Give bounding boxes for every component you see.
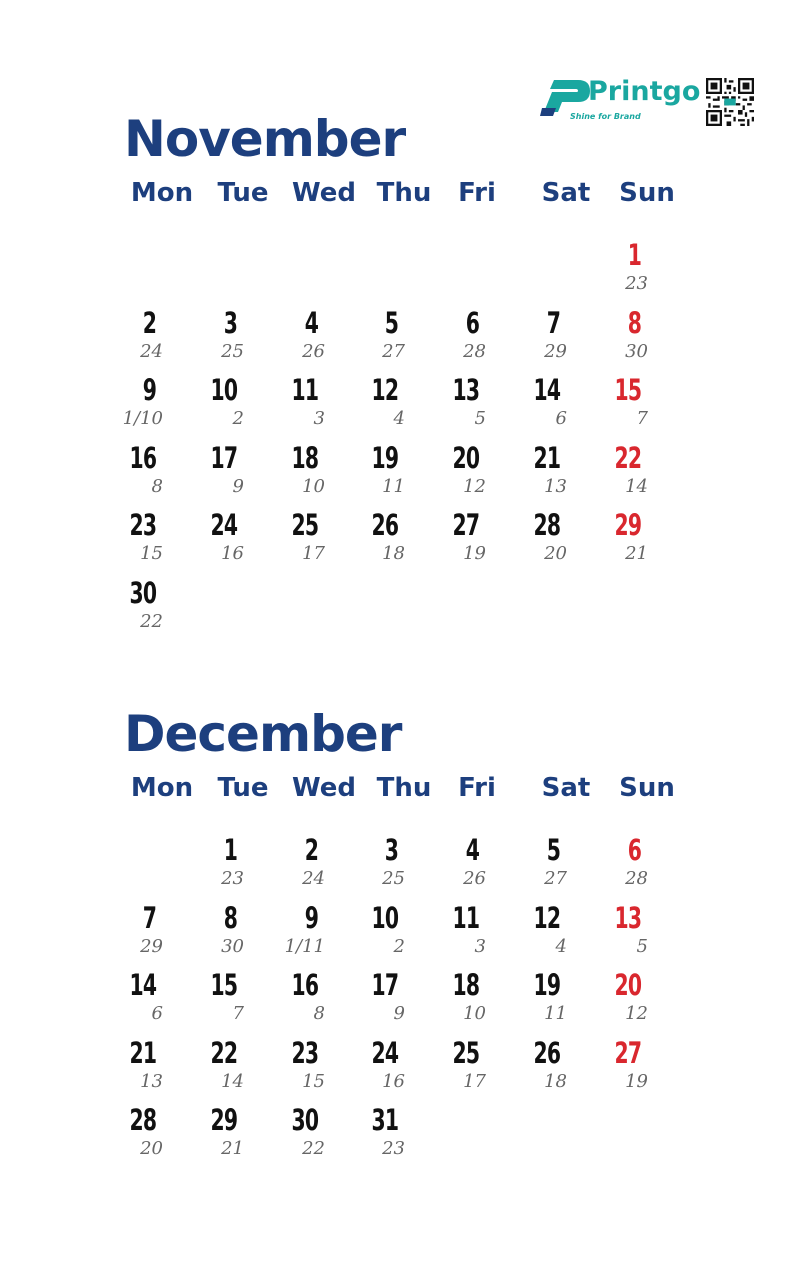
brand-tagline: Shine for Brand — [570, 112, 641, 121]
date-number: 14 — [533, 373, 560, 407]
lunar-date: 28 — [625, 868, 648, 889]
date-number: 6 — [465, 305, 479, 340]
lunar-date: 3 — [474, 935, 486, 957]
date-number: 4 — [465, 833, 479, 867]
day-cell — [203, 901, 283, 967]
sunday-date-number: 20 — [614, 968, 641, 1002]
lunar-date: 1/11 — [284, 935, 325, 957]
date-number: 28 — [533, 508, 560, 542]
lunar-date: 4 — [393, 408, 405, 429]
lunar-date: 19 — [463, 543, 486, 564]
date-number: 19 — [371, 440, 398, 475]
date-number: 25 — [452, 1035, 479, 1070]
day-cell — [607, 968, 687, 1034]
day-cell — [122, 968, 202, 1034]
day-cell — [284, 833, 364, 899]
date-number: 10 — [210, 373, 237, 407]
month-november — [0, 110, 800, 630]
lunar-date: 12 — [625, 1003, 648, 1024]
lunar-date: 30 — [625, 340, 648, 362]
date-number: 19 — [533, 968, 560, 1002]
date-number: 10 — [371, 900, 398, 935]
date-number: 3 — [223, 305, 237, 340]
lunar-date: 20 — [140, 1138, 163, 1159]
lunar-date: 13 — [140, 1070, 163, 1092]
weekday-header: Mon — [130, 773, 194, 803]
lunar-date: 17 — [302, 543, 325, 564]
lunar-date: 27 — [382, 340, 405, 362]
lunar-date: 26 — [302, 340, 325, 362]
day-cell — [122, 306, 202, 372]
date-number: 17 — [210, 440, 237, 475]
date-number: 1 — [223, 833, 237, 867]
lunar-date: 14 — [221, 1070, 244, 1092]
day-cell — [526, 441, 606, 507]
day-cell — [203, 508, 283, 574]
date-number: 23 — [291, 1035, 318, 1070]
lunar-date: 1/10 — [122, 408, 163, 429]
lunar-date: 10 — [302, 475, 325, 497]
day-cell — [445, 508, 525, 574]
lunar-date: 30 — [221, 935, 244, 957]
date-number: 7 — [546, 305, 560, 340]
lunar-date: 11 — [382, 475, 405, 497]
day-cell — [526, 306, 606, 372]
date-number: 2 — [304, 833, 318, 867]
day-cell — [203, 441, 283, 507]
lunar-date: 7 — [636, 408, 648, 429]
date-number: 25 — [291, 508, 318, 542]
day-cell — [364, 833, 444, 899]
lunar-date: 9 — [393, 1003, 405, 1024]
day-cell — [122, 576, 202, 642]
lunar-date: 15 — [302, 1070, 325, 1092]
weekday-header: Tue — [217, 178, 269, 208]
date-number: 30 — [291, 1103, 318, 1137]
date-number: 30 — [129, 575, 156, 610]
lunar-date: 22 — [140, 610, 163, 632]
date-number: 26 — [533, 1035, 560, 1070]
sunday-date-number: 22 — [614, 440, 641, 475]
day-cell — [607, 1036, 687, 1102]
date-number: 9 — [304, 900, 318, 935]
day-cell — [526, 1036, 606, 1102]
day-cell — [445, 968, 525, 1034]
day-cell — [284, 1036, 364, 1102]
date-number: 12 — [533, 900, 560, 935]
day-cell — [122, 508, 202, 574]
day-cell — [284, 968, 364, 1034]
weekday-header: Fri — [458, 773, 496, 803]
date-number: 2 — [142, 305, 156, 340]
day-cell — [284, 373, 364, 439]
sunday-date-number: 27 — [614, 1035, 641, 1070]
lunar-date: 8 — [313, 1003, 325, 1024]
month-title: December — [124, 705, 402, 763]
date-number: 5 — [546, 833, 560, 867]
day-cell — [122, 1036, 202, 1102]
lunar-date: 16 — [221, 543, 244, 564]
date-number: 24 — [210, 508, 237, 542]
lunar-date: 24 — [302, 868, 325, 889]
date-number: 26 — [371, 508, 398, 542]
lunar-date: 10 — [463, 1003, 486, 1024]
date-number: 28 — [129, 1103, 156, 1137]
day-cell — [526, 373, 606, 439]
lunar-date: 21 — [221, 1138, 244, 1159]
lunar-date: 27 — [544, 868, 567, 889]
weekday-header: Mon — [130, 178, 194, 208]
day-cell — [122, 1103, 202, 1169]
lunar-date: 12 — [463, 475, 486, 497]
day-cell — [526, 508, 606, 574]
date-number: 7 — [142, 900, 156, 935]
weekday-header: Sat — [541, 178, 591, 208]
day-cell — [607, 508, 687, 574]
lunar-date: 17 — [463, 1070, 486, 1092]
date-number: 18 — [452, 968, 479, 1002]
lunar-date: 20 — [544, 543, 567, 564]
date-number: 18 — [291, 440, 318, 475]
lunar-date: 3 — [313, 408, 325, 429]
lunar-date: 26 — [463, 868, 486, 889]
lunar-date: 6 — [555, 408, 567, 429]
weekday-header: Wed — [292, 178, 356, 208]
day-cell — [364, 441, 444, 507]
day-cell — [364, 1036, 444, 1102]
weekday-header: Thu — [376, 178, 432, 208]
day-cell — [122, 373, 202, 439]
day-cell — [445, 441, 525, 507]
lunar-date: 4 — [555, 935, 567, 957]
lunar-date: 22 — [302, 1138, 325, 1159]
lunar-date: 18 — [544, 1070, 567, 1092]
weekday-header: Wed — [292, 773, 356, 803]
lunar-date: 8 — [151, 475, 163, 497]
date-number: 17 — [371, 968, 398, 1002]
date-number: 23 — [129, 508, 156, 542]
day-cell — [284, 306, 364, 372]
date-number: 8 — [223, 900, 237, 935]
lunar-date: 21 — [625, 543, 648, 564]
date-number: 12 — [371, 373, 398, 407]
day-cell — [122, 441, 202, 507]
day-cell — [607, 901, 687, 967]
date-number: 21 — [129, 1035, 156, 1070]
lunar-date: 5 — [636, 935, 648, 957]
lunar-date: 24 — [140, 340, 163, 362]
date-number: 21 — [533, 440, 560, 475]
brand-name: Printgo — [588, 76, 701, 107]
day-cell — [445, 1036, 525, 1102]
day-cell — [203, 1103, 283, 1169]
weekday-header: Tue — [217, 773, 269, 803]
lunar-date: 29 — [544, 340, 567, 362]
lunar-date: 2 — [232, 408, 244, 429]
date-number: 24 — [371, 1035, 398, 1070]
lunar-date: 2 — [393, 935, 405, 957]
lunar-date: 7 — [232, 1003, 244, 1024]
date-number: 5 — [384, 305, 398, 340]
day-cell — [203, 306, 283, 372]
lunar-date: 23 — [382, 1138, 405, 1159]
lunar-date: 15 — [140, 543, 163, 564]
day-cell — [122, 901, 202, 967]
day-cell — [607, 833, 687, 899]
lunar-date: 28 — [463, 340, 486, 362]
day-cell — [445, 901, 525, 967]
day-cell — [607, 441, 687, 507]
day-cell — [203, 373, 283, 439]
lunar-date: 5 — [474, 408, 486, 429]
day-cell — [364, 1103, 444, 1169]
day-cell — [364, 901, 444, 967]
day-cell — [364, 306, 444, 372]
lunar-date: 6 — [151, 1003, 163, 1024]
sunday-date-number: 15 — [614, 373, 641, 407]
day-cell — [526, 968, 606, 1034]
day-cell — [284, 901, 364, 967]
lunar-date: 25 — [221, 340, 244, 362]
date-number: 31 — [371, 1103, 398, 1137]
date-number: 14 — [129, 968, 156, 1002]
lunar-date: 23 — [221, 868, 244, 889]
date-number: 16 — [291, 968, 318, 1002]
date-number: 15 — [210, 968, 237, 1002]
day-cell — [526, 833, 606, 899]
lunar-date: 25 — [382, 868, 405, 889]
month-december — [0, 705, 800, 1225]
day-cell — [284, 441, 364, 507]
sunday-date-number: 8 — [627, 305, 641, 340]
lunar-date: 9 — [232, 475, 244, 497]
date-number: 13 — [452, 373, 479, 407]
weekday-header: Thu — [376, 773, 432, 803]
day-cell — [284, 1103, 364, 1169]
date-number: 11 — [452, 900, 479, 935]
day-cell — [445, 306, 525, 372]
month-title: November — [124, 110, 406, 168]
date-number: 9 — [142, 373, 156, 407]
lunar-date: 11 — [544, 1003, 567, 1024]
lunar-date: 18 — [382, 543, 405, 564]
lunar-date: 16 — [382, 1070, 405, 1092]
day-cell — [364, 968, 444, 1034]
date-number: 11 — [291, 373, 318, 407]
weekday-header: Sun — [619, 773, 675, 803]
weekday-header: Fri — [458, 178, 496, 208]
date-number: 27 — [452, 508, 479, 542]
day-cell — [526, 901, 606, 967]
day-cell — [203, 833, 283, 899]
day-cell — [364, 373, 444, 439]
lunar-date: 14 — [625, 475, 648, 497]
date-number: 4 — [304, 305, 318, 340]
lunar-date: 29 — [140, 935, 163, 957]
day-cell — [607, 373, 687, 439]
day-cell — [364, 508, 444, 574]
sunday-date-number: 1 — [627, 238, 641, 272]
day-cell — [607, 306, 687, 372]
lunar-date: 13 — [544, 475, 567, 497]
day-cell — [445, 833, 525, 899]
lunar-date: 23 — [625, 273, 648, 294]
date-number: 16 — [129, 440, 156, 475]
date-number: 22 — [210, 1035, 237, 1070]
day-cell — [607, 238, 687, 304]
day-cell — [284, 508, 364, 574]
date-number: 29 — [210, 1103, 237, 1137]
day-cell — [445, 373, 525, 439]
weekday-header: Sat — [541, 773, 591, 803]
sunday-date-number: 29 — [614, 508, 641, 542]
weekday-header: Sun — [619, 178, 675, 208]
lunar-date: 19 — [625, 1070, 648, 1092]
date-number: 3 — [384, 833, 398, 867]
sunday-date-number: 13 — [614, 900, 641, 935]
date-number: 20 — [452, 440, 479, 475]
day-cell — [203, 968, 283, 1034]
day-cell — [203, 1036, 283, 1102]
sunday-date-number: 6 — [627, 833, 641, 867]
